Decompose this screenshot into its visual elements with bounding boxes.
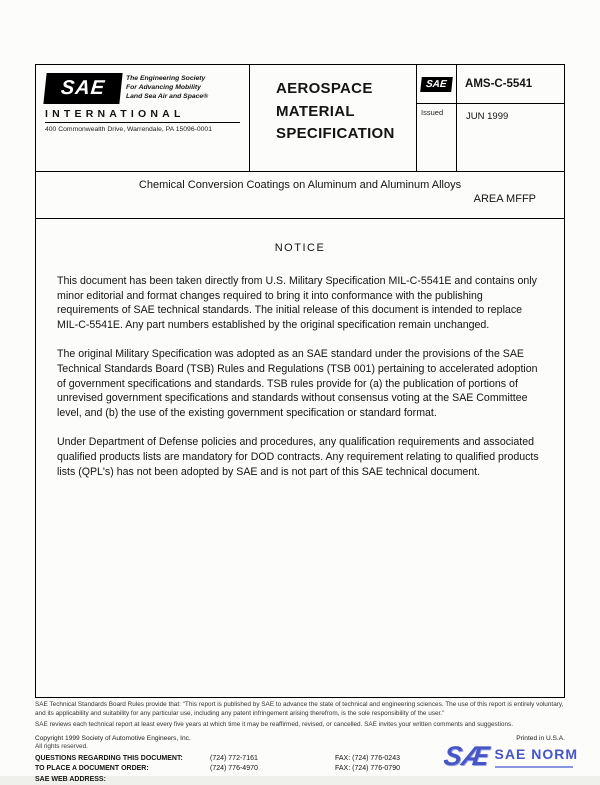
disclaimer-text: SAE reviews each technical report at least every five years at which time it may be reaffirmed, revised, or cancelled. SAE invites your written comments and suggestions. <box>35 721 513 729</box>
document-title: Chemical Conversion Coatings on Aluminum and Aluminum Alloys <box>138 179 462 191</box>
notice-heading: NOTICE <box>274 242 326 254</box>
notice-paragraph: This document has been taken directly from U.S. Military Specification MIL-C-5541E and contains only minor editorial and format changes required to bring it into conformance with the publishing requirements of SAE technical standards. The initial release of this document is intended to replace MIL-C-5541E. Any part numbers established by the original specification remain unchanged. <box>57 275 537 331</box>
contact-phone: (724) 772-7161 <box>210 754 258 762</box>
mini-sae-logo-cell <box>417 65 457 103</box>
society-tagline <box>126 73 208 101</box>
watermark-rule <box>495 766 573 768</box>
contact-phone: (724) 776-4970 <box>210 765 258 773</box>
tagline-line: For Advancing Mobility <box>126 83 201 91</box>
printed-note: Printed in U.S.A. <box>516 734 565 742</box>
international-label: INTERNATIONAL <box>45 108 240 123</box>
issued-date: JUN 1999 <box>457 103 564 171</box>
tagline-line: Land Sea Air and Space® <box>126 92 209 100</box>
rights-reserved: All rights reserved. <box>35 742 88 750</box>
header-doc-number-block <box>417 65 564 171</box>
doc-number: AMS-C-5541 <box>465 78 533 90</box>
watermark-name: SAE NORM <box>494 745 578 762</box>
issued-label: Issued <box>417 103 457 171</box>
notice-section <box>36 219 564 697</box>
contact-fax: FAX: (724) 776-0790 <box>335 765 400 773</box>
sae-logo-text: SAE <box>59 77 107 99</box>
header-publisher-block <box>36 65 250 171</box>
contact-fax: FAX: (724) 776-0243 <box>335 754 400 762</box>
watermark-sae-logo: SÆ <box>441 741 491 771</box>
sae-logo <box>43 73 122 104</box>
notice-paragraph: Under Department of Defense policies and procedures, any qualification requirements and associated qualified products lists are mandatory for DOD contracts. Any requirement relating to qualified products lists (QPL's) has not been adopted by SAE and is not part of this SAE technical document. <box>57 436 539 478</box>
sae-norm-watermark <box>441 741 578 771</box>
notice-paragraph: The original Military Specification was adopted as an SAE standard under the provisions of the SAE Technical Standards Board (TSB) Rules and Regulations (TSB 001) pertaining to accelerated adoption of government specifications and standards. TSB rules provide for (a) the publication of portions of unrevised government specifications and standards without consensus voting at the SAE Committee level, and (b) the use of the existing government specification or standard format. <box>57 348 538 419</box>
contact-label: QUESTIONS REGARDING THIS DOCUMENT: <box>35 754 183 762</box>
header-doc-type-block <box>250 65 417 171</box>
mini-sae-logo: SAE <box>420 77 452 92</box>
contact-label: SAE WEB ADDRESS: <box>35 775 106 783</box>
tagline-line: The Engineering Society <box>126 75 206 82</box>
publisher-address: 400 Commonwealth Drive, Warrendale, PA 15096-0001 <box>45 126 212 133</box>
contact-phone <box>210 775 335 785</box>
contact-row <box>35 775 565 785</box>
copyright: Copyright 1999 Society of Automotive Engineers, Inc. <box>35 734 191 742</box>
doc-type-title: AEROSPACE MATERIAL SPECIFICATION <box>276 80 395 142</box>
document-frame <box>35 64 565 698</box>
contact-label: TO PLACE A DOCUMENT ORDER: <box>35 765 149 773</box>
title-bar <box>36 172 564 219</box>
area-label: AREA MFFP <box>473 193 536 205</box>
header <box>36 65 564 172</box>
contact-fax <box>335 775 565 785</box>
disclaimer-text: SAE Technical Standards Board Rules provide that: "This report is published by SAE to advance the state of technical and engineering sciences. The use of this report is entirely voluntary, and its applicability and suitability for any particular use, including any patent infringement arising therefrom, is the sole responsibility of the user." <box>35 701 564 717</box>
